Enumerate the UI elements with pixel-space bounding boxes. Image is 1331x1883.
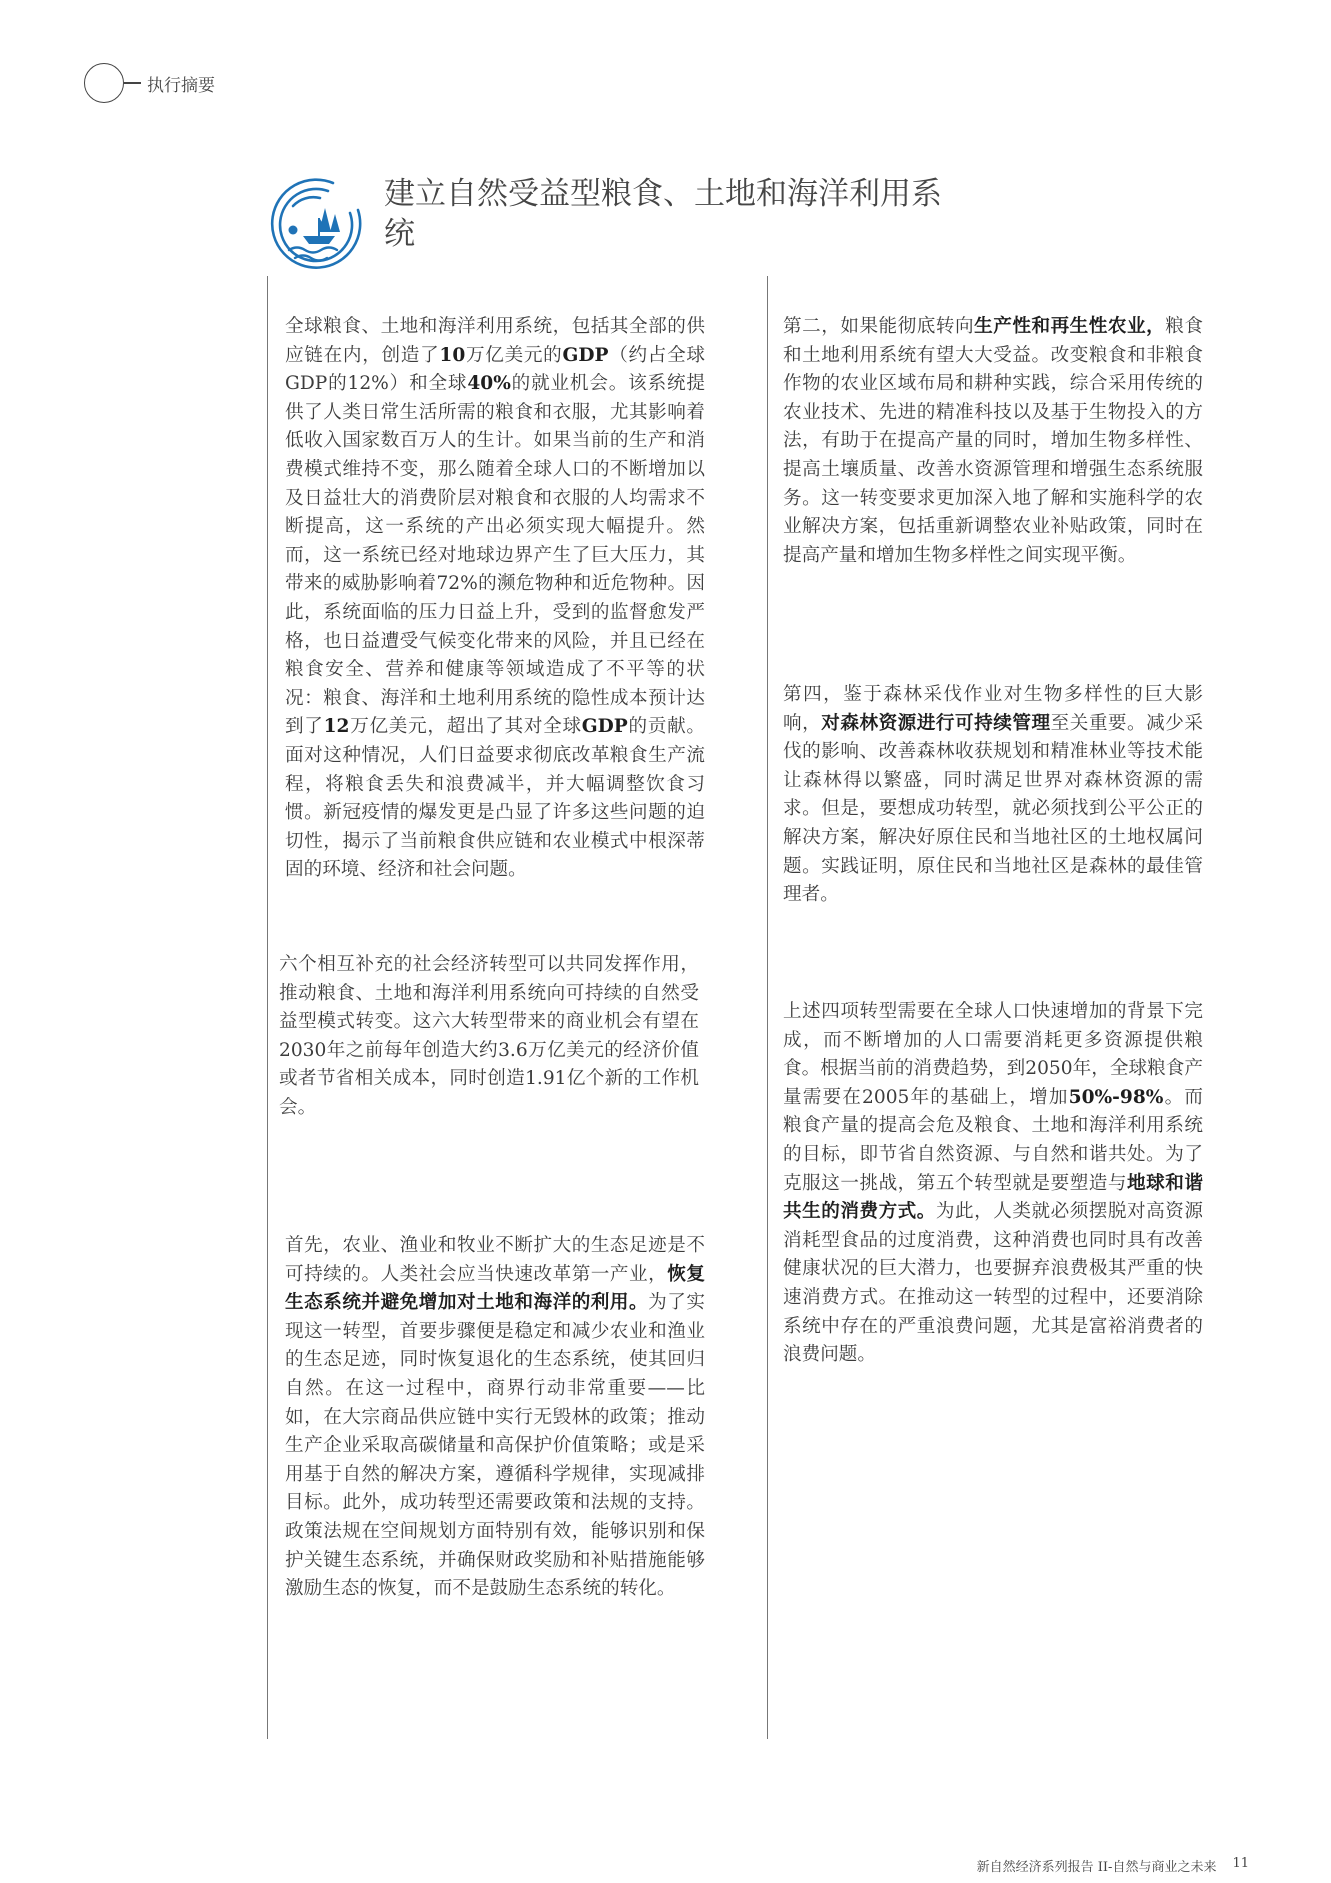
text-run: 第二，如果能彻底转向: [783, 316, 975, 337]
page-number: 11: [1232, 1856, 1249, 1871]
bold-text-run: GDP: [581, 716, 628, 738]
bold-text-run: 10: [439, 344, 466, 366]
text-run: 上述四项转型需要在全球人口快速增加的背景下完成，而不断增加的人口需要消耗更多资源提供粮食。根据当前的消费趋势，到2050年，全球粮食产量需要在2005年的基础上，增加: [783, 1001, 1203, 1108]
header-divider: [124, 82, 141, 84]
text-run: 为此，人类就必须摆脱对高资源消耗型食品的过度消费，这种消费也同时具有改善健康状况的巨大潜力，也要摒弃浪费极其严重的快速消费方式。在推动这一转型的过程中，还要消除系统中存在的严重浪费问题，尤其是富裕消费者的浪费问题。: [783, 1201, 1203, 1366]
paragraph: [783, 313, 1203, 570]
text-run: 全球粮食、土地和海洋利用系统，包括其全部的供应链在内，创造了: [285, 316, 705, 366]
text-run: （约占全球GDP的12%）和全球: [285, 344, 705, 395]
bold-text-run: GDP: [562, 344, 609, 366]
left-column-rule: [267, 276, 268, 1739]
bold-text-run: 12: [323, 716, 350, 738]
section-title: 建立自然受益型粮食、土地和海洋利用系统: [384, 176, 942, 252]
paragraph: [285, 313, 705, 885]
page-footer: [977, 1856, 1249, 1875]
bold-text-run: 对森林资源进行可持续管理: [821, 712, 1051, 734]
text-run: 的贡献。面对这种情况，人们日益要求彻底改革粮食生产流程，将粮食丢失和浪费减半，并大幅调整饮食习惯。新冠疫情的爆发更是凸显了许多这些问题的迫切性，揭示了当前粮食供应链和农业模式中根深蒂固的环境、经济和社会问题。: [285, 716, 705, 881]
text-run: 六个相互补充的社会经济转型可以共同发挥作用，推动粮食、土地和海洋利用系统向可持续的自然受益型模式转变。这六大转型带来的商业机会有望在2030年之前每年创造大约3.6万亿美元的经济价值或者节省相关成本，同时创造1.91亿个新的工作机会。: [279, 954, 699, 1118]
text-run: 首先，农业、渔业和牧业不断扩大的生态足迹是不可持续的。人类社会应当快速改革第一产业，: [285, 1235, 705, 1285]
paragraph: [279, 951, 699, 1123]
text-run: 为了实现这一转型，首要步骤便是稳定和减少农业和渔业的生态足迹，同时恢复退化的生态系统，使其回归自然。在这一过程中，商界行动非常重要——比如，在大宗商品供应链中实行无毁林的政策；推动生产企业采取高碳储量和高保护价值策略；或是采用基于自然的解决方案，遵循科学规律，实现减排目标。此外，成功转型还需要政策和法规的支持。政策法规在空间规划方面特别有效，能够识别和保护关键生态系统，并确保财政奖励和补贴措施能够激励生态的恢复，而不是鼓励生态系统的转化。: [285, 1292, 705, 1600]
text-run: 粮食和土地利用系统有望大大受益。改变粮食和非粮食作物的农业区域布局和耕种实践，综合采用传统的农业技术、先进的精准科技以及基于生物投入的方法，有助于在提高产量的同时，增加生物多样性、提高土壤质量、改善水资源管理和增强生态系统服务。这一转变要求更加深入地了解和实施科学的农业解决方案，包括重新调整农业补贴政策，同时在提高产量和增加生物多样性之间实现平衡。: [783, 316, 1203, 566]
text-run: 至关重要。减少采伐的影响、改善森林收获规划和精准林业等技术能让森林得以繁盛，同时满足世界对森林资源的需求。但是，要想成功转型，就必须找到公平公正的解决方案，解决好原住民和当地社区的土地权属问题。实践证明，原住民和当地社区是森林的最佳管理者。: [783, 712, 1203, 906]
text-run: 万亿美元，超出了其对全球: [349, 716, 582, 738]
text-run: 的就业机会。该系统提供了人类日常生活所需的粮食和衣服，尤其影响着低收入国家数百万人的生计。如果当前的生产和消费模式维持不变，那么随着全球人口的不断增加以及日益壮大的消费阶层对粮食和衣服的人均需求不断提高，这一系统的产出必须实现大幅提升。然而，这一系统已经对地球边界产生了巨大压力，其带来的威胁影响着72%的濒危物种和近危物种。因此，系统面临的压力日益上升，受到的监督愈发严格，也日益遭受气候变化带来的风险，并且已经在粮食安全、营养和健康等领域造成了不平等的状况：粮食、海洋和土地利用系统的隐性成本预计达到了: [285, 373, 705, 738]
text-run: 万亿美元的: [465, 344, 563, 366]
boat-island-waves-icon: [265, 174, 365, 274]
paragraph: [285, 1232, 705, 1604]
report-title: 新自然经济系列报告 II-自然与商业之未来: [976, 1860, 1217, 1875]
bold-text-run: 恢复生态系统并避免增加对土地和海洋的利用。: [285, 1263, 705, 1314]
paragraph: [783, 998, 1203, 1370]
bold-text-run: 生产性和再生性农业，: [974, 316, 1166, 337]
right-column-rule: [767, 276, 768, 1739]
section-label: 执行摘要: [147, 75, 215, 96]
text-run: 第四，鉴于森林采伐作业对生物多样性的巨大影响，: [783, 684, 1203, 734]
bold-text-run: 50%-98%: [1068, 1086, 1164, 1108]
section-circle-icon: [84, 63, 124, 103]
bold-text-run: 40%: [467, 373, 511, 395]
text-run: 。而粮食产量的提高会危及粮食、土地和海洋利用系统的目标，即节省自然资源、与自然和谐共处。为了克服这一挑战，第五个转型就是要塑造与: [783, 1086, 1203, 1194]
section-header: [84, 61, 215, 105]
bold-text-run: 地球和谐共生的消费方式。: [783, 1172, 1203, 1223]
paragraph: [783, 681, 1203, 910]
